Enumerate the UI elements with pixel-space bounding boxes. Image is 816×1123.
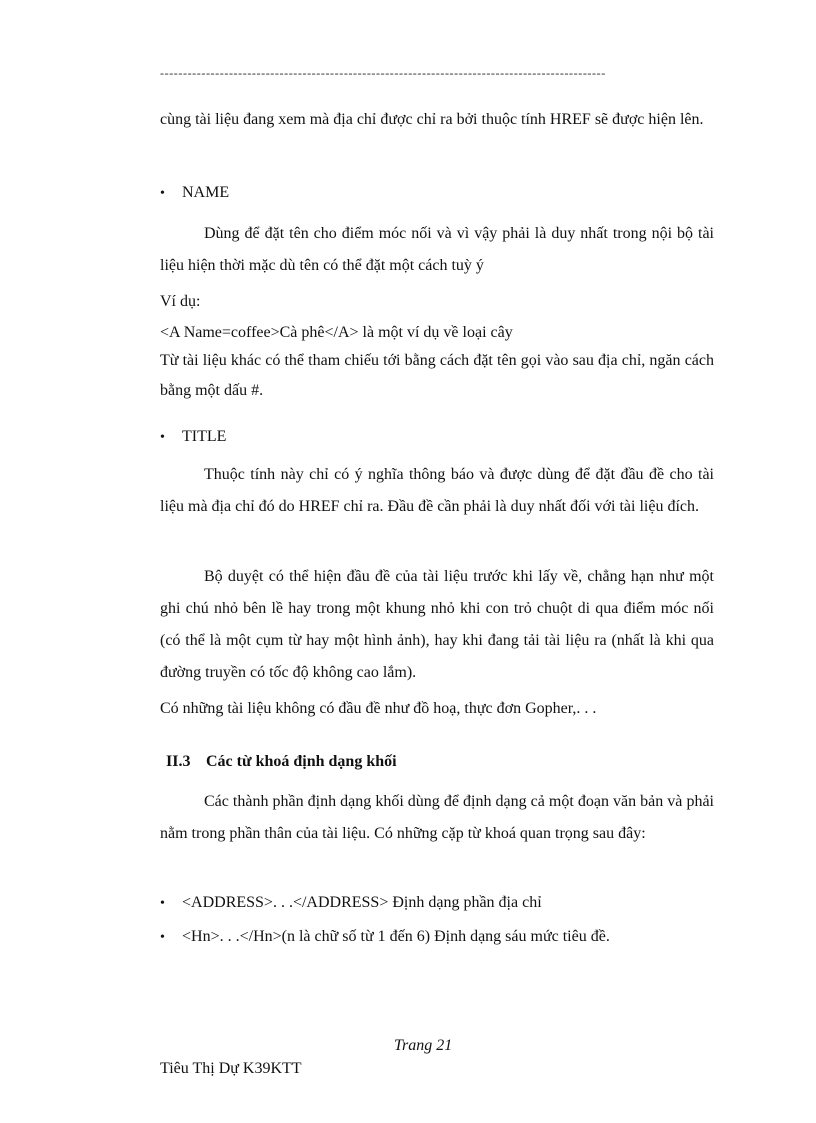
paragraph-block-format-intro: Các thành phần định dạng khối dùng để định dạng cả một đoạn văn bản và phải nằm trong phần thân của tài liệu. Có những cặp từ khoá quan trọng sau đây:	[160, 793, 714, 842]
bullet-icon: •	[160, 930, 165, 945]
bullet-item-name	[160, 181, 720, 206]
bullet-item-heading	[160, 925, 720, 950]
paragraph-no-title-docs: Có những tài liệu không có đầu đề như đồ hoạ, thực đơn Gopher,. . .	[160, 700, 597, 717]
example-label: Ví dụ:	[160, 293, 201, 310]
bullet-item-address	[160, 891, 720, 916]
bullet-label: TITLE	[182, 428, 227, 445]
bullet-icon: •	[160, 186, 165, 201]
bullet-icon: •	[160, 430, 165, 445]
paragraph-title-description: Thuộc tính này chỉ có ý nghĩa thông báo và được dùng để đặt đầu đề cho tài liệu mà địa chỉ đó do HREF chỉ ra. Đầu đề cần phải là duy nhất đối với tài liệu đích.	[160, 466, 714, 515]
section-title: Các từ khoá định dạng khối	[206, 753, 397, 770]
paragraph-name-description: Dùng để đặt tên cho điểm móc nối và vì vậy phải là duy nhất trong nội bộ tài liệu hiện thời mặc dù tên có thể đặt một cách tuỳ ý	[160, 225, 714, 274]
section-heading	[166, 750, 397, 774]
bullet-icon: •	[160, 896, 165, 911]
example-code-line: <A Name=coffee>Cà phê</A> là một ví dụ về loại cây	[160, 324, 513, 341]
bullet-label: <ADDRESS>. . .</ADDRESS> Định dạng phần địa chỉ	[182, 894, 542, 911]
paragraph-href-continuation: cùng tài liệu đang xem mà địa chỉ được chỉ ra bởi thuộc tính HREF sẽ được hiện lên.	[160, 111, 704, 128]
bullet-label: NAME	[182, 184, 230, 201]
bullet-label: <Hn>. . .</Hn>(n là chữ số từ 1 đến 6) Định dạng sáu mức tiêu đề.	[182, 928, 610, 945]
paragraph-browser-tooltip: Bộ duyệt có thể hiện đầu đề của tài liệu trước khi lấy về, chẳng hạn như một ghi chú nhỏ bên lề hay trong một khung nhỏ khi con trỏ chuột di qua điểm móc nối (có thể là một cụm từ hay một hình ảnh), hay khi đang tải tài liệu ra (nhất là khi qua đường truyền có tốc độ không cao lắm).	[160, 568, 714, 681]
header-rule: -------------------------------------------------------------------------------------------------	[160, 66, 606, 80]
footer-author: Tiêu Thị Dự K39KTT	[160, 1060, 302, 1077]
section-number: II.3	[166, 753, 191, 770]
bullet-item-title	[160, 425, 720, 450]
paragraph-reference: Từ tài liệu khác có thể tham chiếu tới bằng cách đặt tên gọi vào sau địa chỉ, ngăn cách bằng một dấu #.	[160, 352, 714, 399]
page-number: Trang 21	[394, 1037, 453, 1054]
